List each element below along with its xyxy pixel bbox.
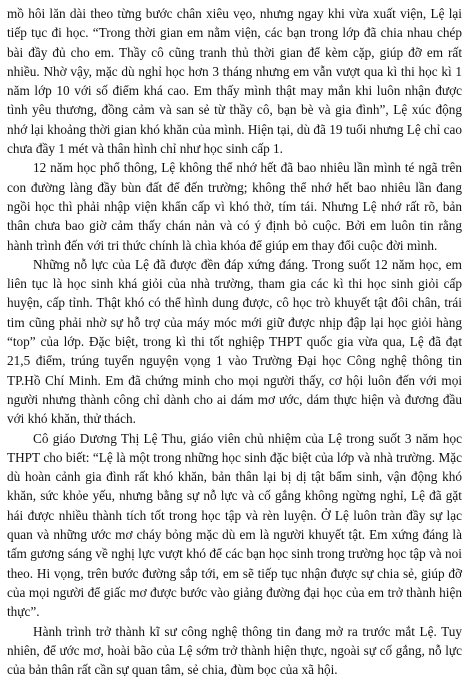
paragraph-continuation: mồ hôi lăn dài theo từng bước chân xiêu vẹo, nhưng ngay khi vừa xuất viện, Lệ lại tiếp tục đi học. “Trong thời gian em nằm viện, các bạn trong lớp đã chia nhau chép bài đầy đủ cho em. Thầy cô cũng tranh thủ thời gian để kèm cặp, giúp đỡ em rất nhiều. Nhờ vậy, mặc dù nghỉ học hơn 3 tháng nhưng em vẫn vượt qua kì thi học kì 1 năm lớp 10 với số điểm khá cao. Em thấy mình thật may mắn khi luôn nhận được tình yêu thương, đồng cảm và san sẻ từ thầy cô, bạn bè và gia đình”, Lệ xúc động nhớ lại khoảng thời gian khó khăn của mình. Hiện tại, dù đã 19 tuổi nhưng Lệ chỉ cao chưa đầy 1 mét và thân hình chỉ như học sinh cấp 1. [7, 6, 462, 157]
paragraph-teacher-quote: Cô giáo Dương Thị Lệ Thu, giáo viên chủ nhiệm của Lệ trong suốt 3 năm học THPT cho biết: “Lệ là một trong những học sinh đặc biệt của lớp và nhà trường. Mặc dù hoàn cảnh gia đình rất khó khăn, bản thân lại bị dị tật bẩm sinh, vận động khó khăn, sức khỏe yếu, nhưng bằng sự nỗ lực và cố gắng không ngừng nghỉ, Lệ đã gặt hái được nhiều thành tích tốt trong học tập và rèn luyện. Ở Lệ luôn tràn đầy sự lạc quan và những ước mơ cháy bỏng mặc dù em là người khuyết tật. Em xứng đáng là tấm gương sáng về nghị lực vượt khó để các bạn học sinh trong trường học tập và noi theo. Hi vọng, trên bước đường sắp tới, em sẽ tiếp tục nhận được sự chia sẻ, giúp đỡ của mọi người để giấc mơ được bước vào giảng đường đại học của em trở thành hiện thực”. [7, 430, 462, 620]
paragraph-conclusion: Hành trình trở thành kĩ sư công nghệ thông tin đang mở ra trước mắt Lệ. Tuy nhiên, để ước mơ, hoài bão của Lệ sớm trở thành hiện thực, ngoài sự cố gắng, nỗ lực của bản thân rất cần sự quan tâm, sẻ chia, đùm bọc của xã hội. [7, 623, 462, 678]
paragraph-achievements: Những nỗ lực của Lệ đã được đền đáp xứng đáng. Trong suốt 12 năm học, em liên tục là học sinh khá giỏi của nhà trường, tham gia các kì thi học sinh giỏi cấp huyện, cấp tỉnh. Thật khó có thể hình dung được, cô học trò khuyết tật đôi chân, trái tim cũng phải nhờ sự hỗ trợ của máy móc mới giữ được nhịp đập lại học giỏi hàng “top” của lớp. Đặc biệt, trong kì thi tốt nghiệp THPT quốc gia vừa qua, Lệ đã đạt 21,5 điểm, trúng tuyển nguyện vọng 1 vào Trường Đại học Công nghệ thông tin TP.Hồ Chí Minh. Em đã chứng minh cho mọi người thấy, cơ hội luôn đến với mọi người nhưng thành công chỉ dành cho ai dám mơ ước, dám thực hiện và đương đầu với khó khăn, thử thách. [7, 256, 462, 427]
paragraph-school-years: 12 năm học phổ thông, Lệ không thể nhớ hết đã bao nhiêu lần mình té ngã trên con đường làng đầy bùn đất để đến trường; không thể nhớ hết bao nhiêu lần đang ngồi học thì phải nhập viện khẩn cấp vì khó thở, tím tái. Nhưng Lệ nhớ rất rõ, bản thân chưa bao giờ cảm thấy chán nản và có ý định bỏ cuộc. Bởi em luôn tin rằng hành trình đến với tri thức chính là chìa khóa để giúp em thay đổi cuộc đời mình. [7, 160, 462, 253]
